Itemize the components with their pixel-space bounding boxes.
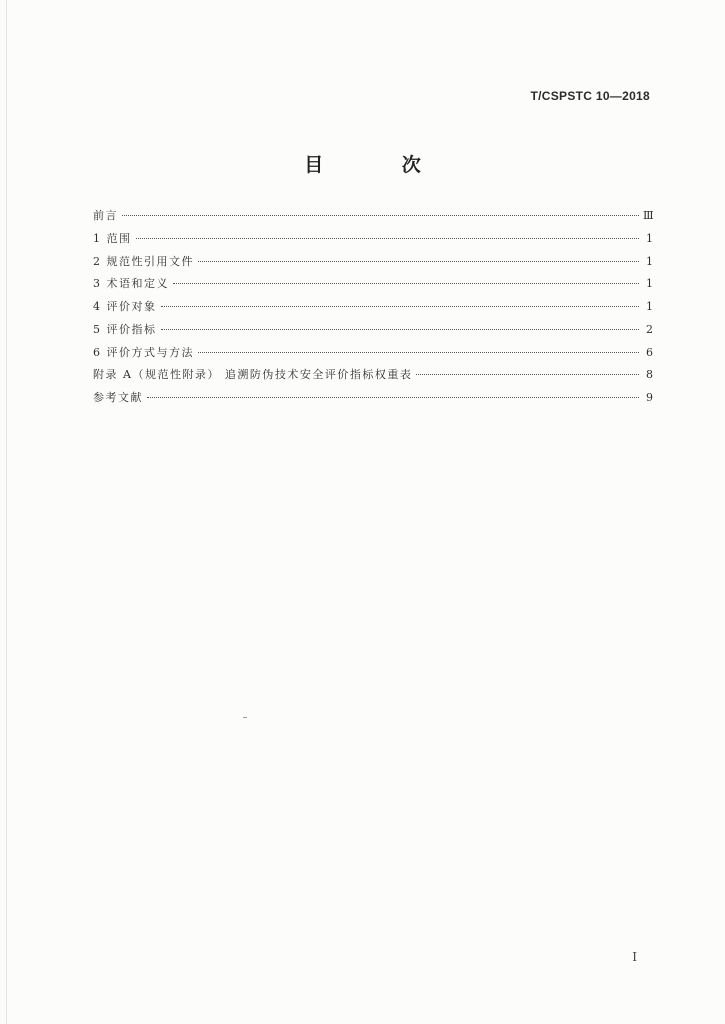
toc-entry-label: 前言: [93, 209, 118, 222]
dot-leader: [416, 374, 639, 375]
toc-entry-normative-references[interactable]: [93, 251, 653, 274]
toc-entry-appendix-a[interactable]: [93, 364, 653, 387]
dot-leader: [161, 306, 640, 307]
toc-entry-evaluation-indicators[interactable]: [93, 319, 653, 342]
dot-leader: [122, 215, 639, 216]
toc-entry-evaluation-methods[interactable]: [93, 342, 653, 365]
toc-entry-evaluation-object[interactable]: [93, 296, 653, 319]
toc-entry-label: 6 评价方式与方法: [93, 345, 194, 359]
toc-entry-page: 8: [646, 368, 653, 382]
toc-entry-bibliography[interactable]: [93, 387, 653, 410]
toc-entry-page: 2: [646, 322, 653, 336]
toc-entry-label: 5 评价指标: [93, 322, 157, 336]
toc-entry-page: Ⅲ: [643, 209, 654, 222]
toc-entry-page: 1: [646, 254, 653, 268]
document-code: T/CSPSTC 10—2018: [530, 89, 650, 103]
dot-leader: [198, 261, 639, 262]
dot-leader: [173, 283, 639, 284]
toc-entry-terms-definitions[interactable]: [93, 273, 653, 296]
toc-entry-page: 1: [646, 300, 653, 313]
toc-entry-scope[interactable]: [93, 228, 653, 251]
dot-leader: [147, 397, 639, 398]
dot-leader: [161, 329, 640, 330]
toc-entry-label: 1 范围: [93, 231, 132, 245]
dot-leader: [198, 352, 639, 353]
toc-entry-page: 1: [646, 277, 653, 291]
toc-entry-label: 3 术语和定义: [93, 277, 169, 291]
toc-title: 目 次: [304, 154, 457, 176]
toc-entry-page: 9: [646, 391, 653, 404]
page-number: Ⅰ: [632, 950, 637, 964]
toc-entry-label: 附录 A（规范性附录） 追溯防伪技术安全评价指标权重表: [93, 368, 413, 382]
toc-entry-page: 1: [646, 231, 653, 245]
toc-entry-label: 参考文献: [93, 391, 143, 404]
dot-leader: [136, 238, 640, 239]
toc-list: [93, 205, 653, 410]
toc-entry-label: 4 评价对象: [93, 300, 157, 313]
toc-entry-label: 2 规范性引用文件: [93, 254, 194, 268]
toc-entry-foreword[interactable]: [93, 205, 653, 228]
scan-artifact-mark: [243, 717, 247, 718]
toc-entry-page: 6: [646, 345, 653, 359]
